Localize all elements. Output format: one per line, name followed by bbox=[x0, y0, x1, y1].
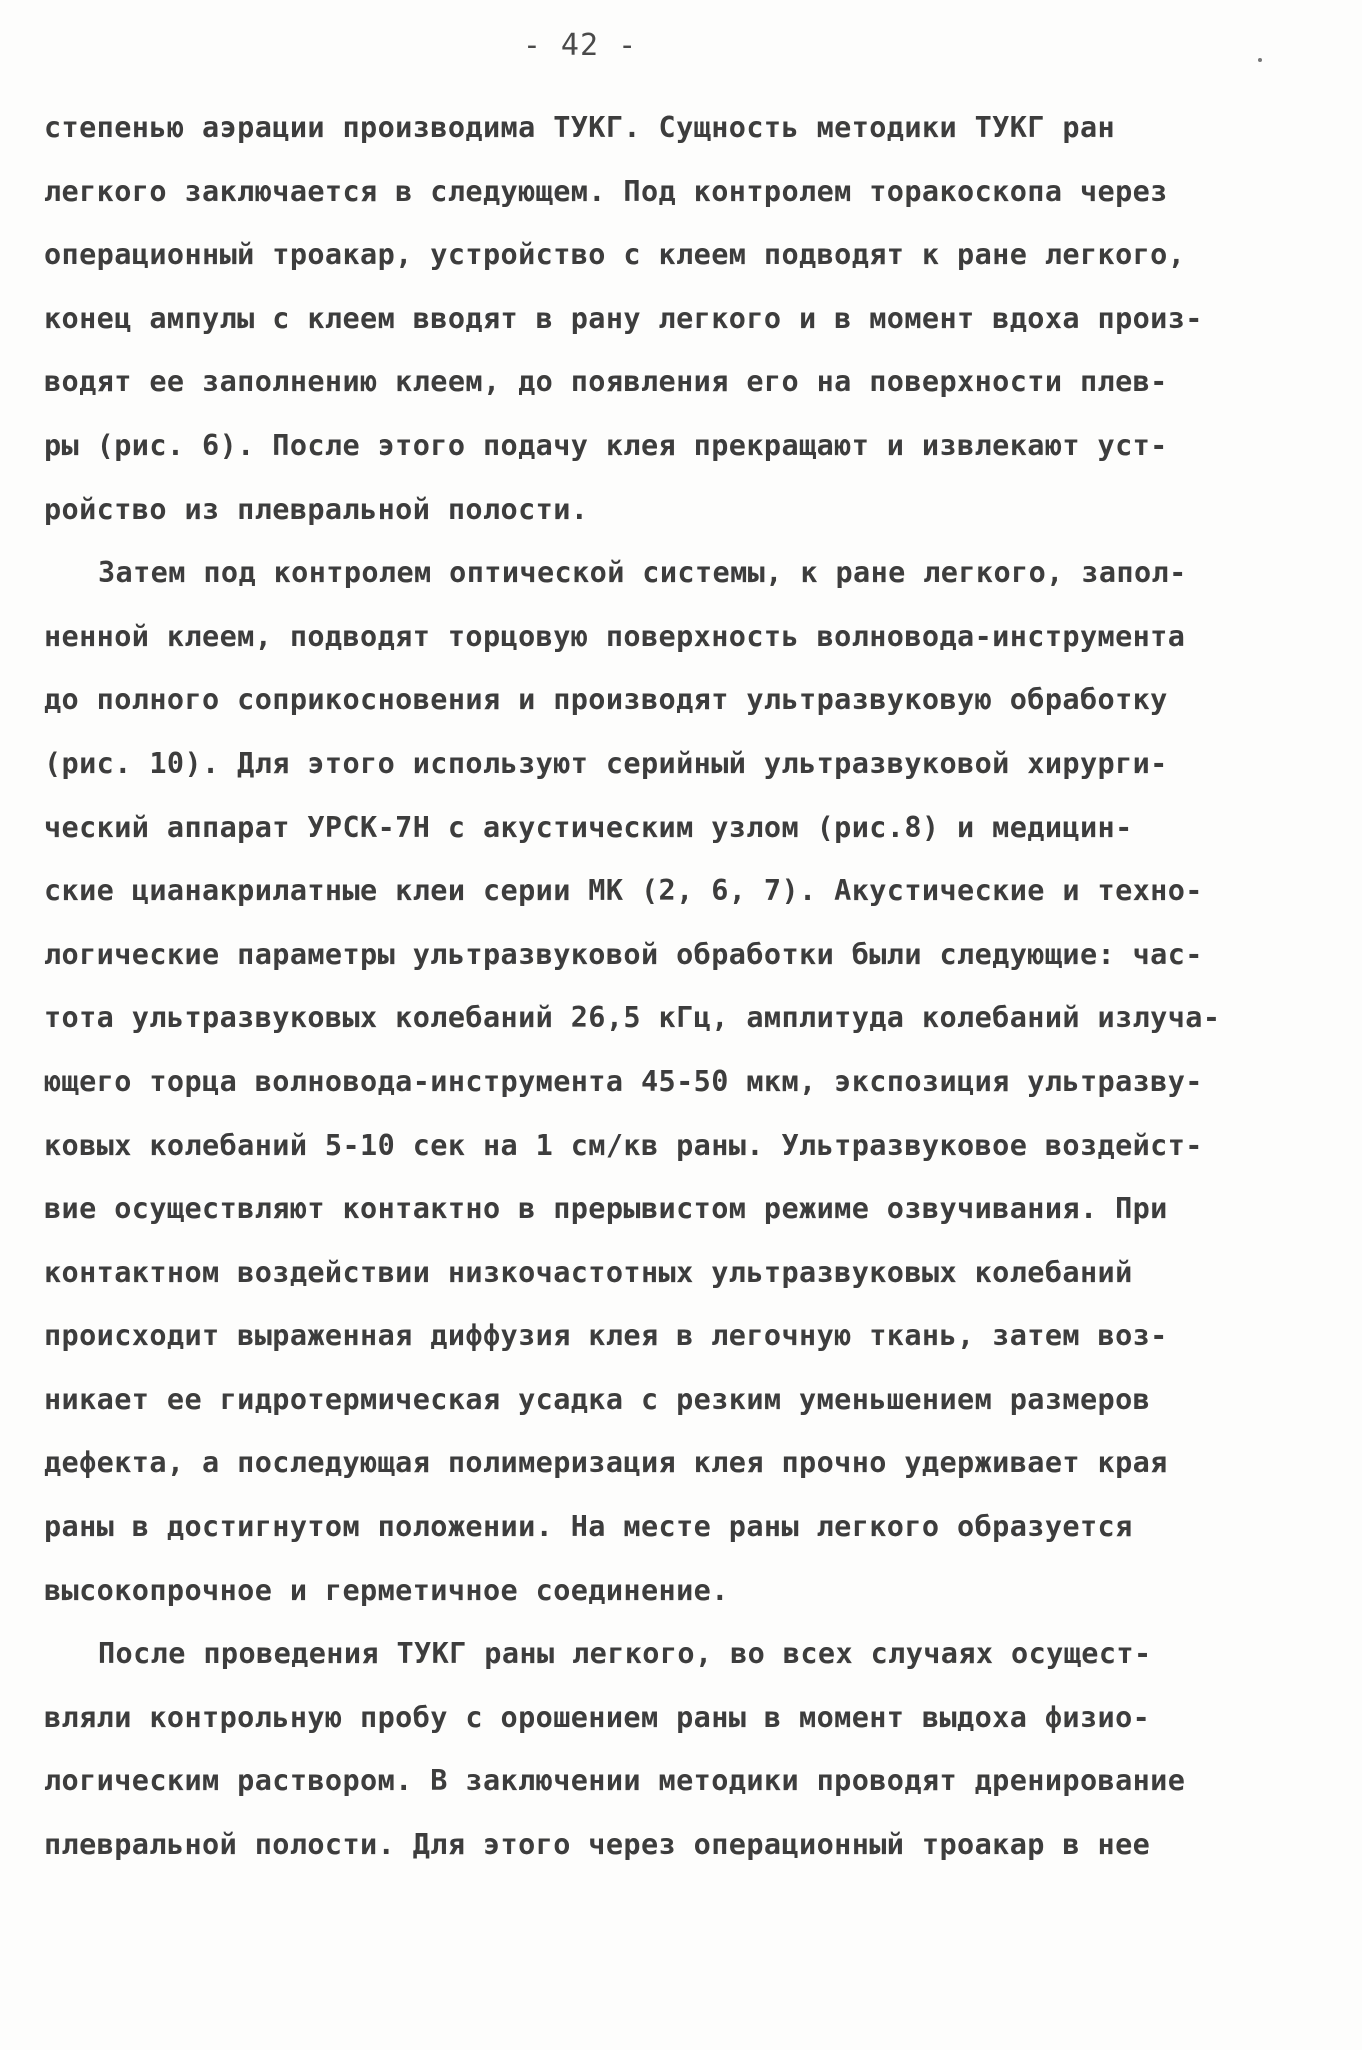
text-line: ковых колебаний 5-10 сек на 1 см/кв раны. Ультразвуковое воздейст- bbox=[44, 1128, 1203, 1162]
text-line: происходит выраженная диффузия клея в легочную ткань, затем воз- bbox=[44, 1319, 1168, 1353]
text-line: операционный троакар, устройство с клеем подводят к ране легкого, bbox=[44, 238, 1186, 272]
text-line: ские цианакрилатные клеи серии МК (2, 6, 7). Акустические и техно- bbox=[44, 874, 1203, 908]
text-line: легкого заключается в следующем. Под контролем торакоскопа через bbox=[44, 174, 1168, 208]
text-line: дефекта, а последующая полимеризация клея прочно удерживает края bbox=[44, 1446, 1168, 1480]
text-line: логическим раствором. В заключении методики проводят дренирование bbox=[44, 1764, 1186, 1798]
scan-speck bbox=[1258, 58, 1262, 62]
page-number: - 42 - bbox=[522, 28, 638, 63]
text-line: вляли контрольную пробу с орошением раны в момент выдоха физио- bbox=[44, 1700, 1151, 1734]
text-line: вие осуществляют контактно в прерывистом режиме озвучивания. При bbox=[44, 1192, 1168, 1226]
paragraph bbox=[44, 541, 1284, 1622]
text-line: раны в достигнутом положении. На месте раны легкого образуется bbox=[44, 1510, 1133, 1544]
text-line: ческий аппарат УРСК-7Н с акустическим узлом (рис.8) и медицин- bbox=[44, 810, 1133, 844]
paragraph bbox=[44, 1622, 1284, 1876]
text-line: Затем под контролем оптической системы, к ране легкого, запол- bbox=[98, 556, 1187, 590]
text-line: плевральной полости. Для этого через операционный троакар в нее bbox=[44, 1828, 1151, 1862]
text-line: ненной клеем, подводят торцовую поверхность волновода-инструмента bbox=[44, 619, 1186, 653]
text-line: После проведения ТУКГ раны легкого, во всех случаях осущест- bbox=[98, 1637, 1152, 1671]
text-line: (рис. 10). Для этого используют серийный ультразвуковой хирурги- bbox=[44, 746, 1168, 780]
text-line: никает ее гидротермическая усадка с резким уменьшением размеров bbox=[44, 1382, 1151, 1416]
paragraph bbox=[44, 96, 1284, 541]
text-line: водят ее заполнению клеем, до появления его на поверхности плев- bbox=[44, 365, 1168, 399]
text-line: тота ультразвуковых колебаний 26,5 кГц, амплитуда колебаний излуча- bbox=[44, 1001, 1221, 1035]
document-body bbox=[44, 96, 1284, 1877]
text-line: конец ампулы с клеем вводят в рану легкого и в момент вдоха произ- bbox=[44, 301, 1203, 335]
text-line: ройство из плевральной полости. bbox=[44, 492, 589, 526]
text-line: до полного соприкосновения и производят ультразвуковую обработку bbox=[44, 683, 1168, 717]
text-line: логические параметры ультразвуковой обработки были следующие: час- bbox=[44, 937, 1203, 971]
text-line: степенью аэрации производима ТУКГ. Сущность методики ТУКГ ран bbox=[44, 111, 1116, 144]
text-line: ющего торца волновода-инструмента 45-50 мкм, экспозиция ультразву- bbox=[44, 1064, 1203, 1098]
text-line: контактном воздействии низкочастотных ультразвуковых колебаний bbox=[44, 1255, 1133, 1289]
text-line: ры (рис. 6). После этого подачу клея прекращают и извлекают уст- bbox=[44, 428, 1168, 462]
text-line: высокопрочное и герметичное соединение. bbox=[44, 1573, 729, 1607]
